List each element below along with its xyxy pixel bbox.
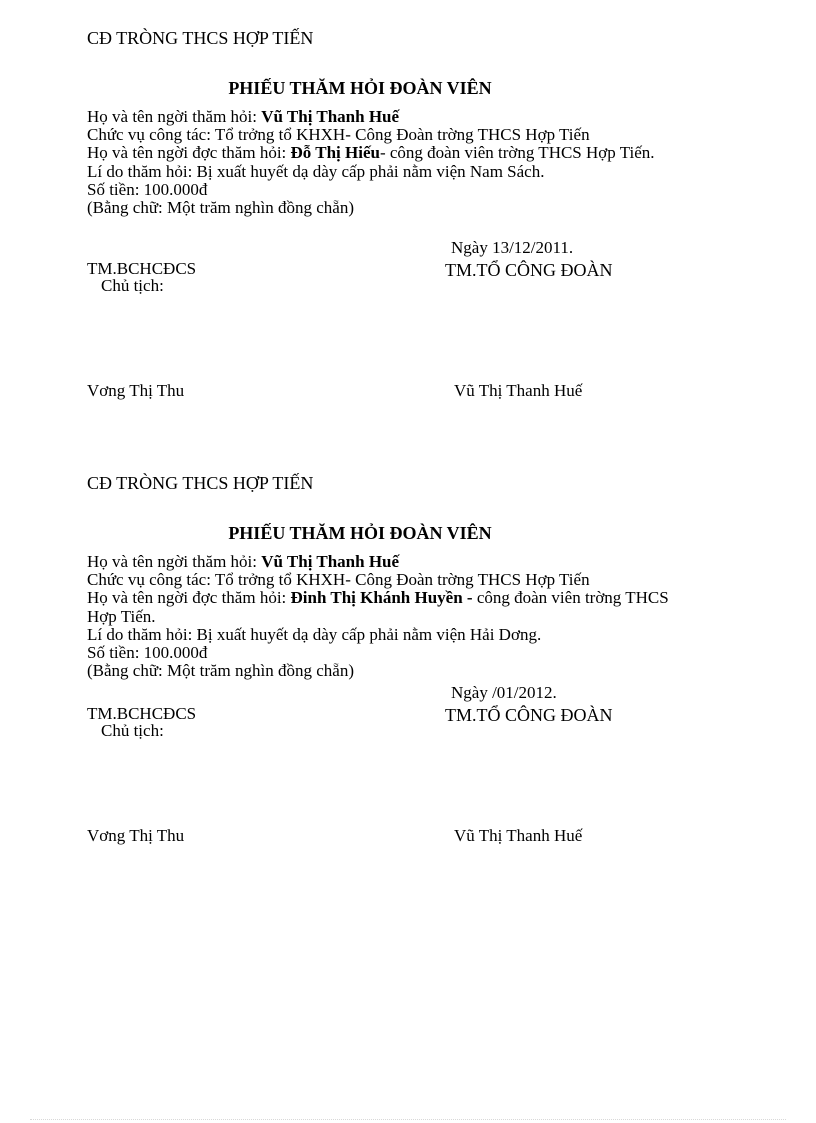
left-signer-name: Vơng Thị Thu [87, 381, 185, 400]
visited-line [87, 144, 697, 162]
form-body [87, 108, 697, 217]
right-signer-name: Vũ Thị Thanh Huế [454, 381, 583, 400]
page-bottom-divider [30, 1119, 786, 1120]
left-org: TM.BCHCĐCS [87, 259, 197, 278]
left-signer-name: Vơng Thị Thu [87, 826, 185, 845]
organization-header: CĐ TRÒNG THCS HỢP TIẾN [87, 28, 314, 48]
position-line: Chức vụ công tác: Tổ trởng tổ KHXH- Công Đoàn trờng THCS Hợp Tiến [87, 570, 590, 590]
visited-suffix: - công đoàn viên trờng THCS Hợp Tiến. [379, 143, 655, 163]
visitor-label: Họ và tên ngời thăm hỏi: [87, 107, 262, 126]
position-line: Chức vụ công tác: Tổ trởng tổ KHXH- Công Đoàn trờng THCS Hợp Tiến [87, 125, 590, 145]
amount-line: Số tiền: 100.000đ [87, 179, 208, 199]
visited-label: Họ và tên ngời đợc thăm hỏi: [87, 143, 291, 163]
form-title: PHIẾU THĂM HỎI ĐOÀN VIÊN [228, 523, 492, 543]
organization-header: CĐ TRÒNG THCS HỢP TIẾN [87, 473, 314, 493]
visitor-line [87, 108, 697, 126]
visitor-line [87, 553, 697, 571]
right-org: TM.TỔ CÔNG ĐOÀN [445, 260, 613, 280]
amount-words-line: (Bằng chữ: Một trăm nghìn đồng chẵn) [87, 661, 354, 681]
visited-name: Đỗ Thị Hiếu [290, 143, 380, 163]
right-signer-name: Vũ Thị Thanh Huế [454, 826, 583, 845]
visitor-label: Họ và tên ngời thăm hỏi: [87, 552, 262, 571]
visitor-name: Vũ Thị Thanh Huế [261, 552, 400, 571]
left-role: Chủ tịch: [101, 276, 164, 295]
form-body [87, 553, 697, 680]
right-org: TM.TỔ CÔNG ĐOÀN [445, 705, 613, 725]
amount-words-line: (Bằng chữ: Một trăm nghìn đồng chẵn) [87, 198, 354, 218]
amount-line: Số tiền: 100.000đ [87, 643, 208, 663]
left-signature-block [87, 705, 196, 739]
left-signature-block [87, 260, 196, 294]
visited-suffix: công đoàn viên trờng THCS Hợp Tiến. [87, 588, 669, 626]
reason-line: Lí do thăm hỏi: Bị xuất huyết dạ dày cấp phải nằm viện Hải Dơng. [87, 624, 542, 644]
visited-label: Họ và tên ngời đợc thăm hỏi: [87, 588, 291, 608]
visitor-name: Vũ Thị Thanh Huế [261, 107, 400, 126]
date-line: Ngày /01/2012. [451, 683, 557, 702]
visited-name: Đinh Thị Khánh Huyền - [290, 588, 473, 608]
reason-line: Lí do thăm hỏi: Bị xuất huyết dạ dày cấp phải nằm viện Nam Sách. [87, 161, 545, 181]
date-line: Ngày 13/12/2011. [451, 238, 574, 257]
left-org: TM.BCHCĐCS [87, 704, 197, 723]
left-role: Chủ tịch: [101, 721, 164, 740]
visited-line [87, 589, 697, 625]
form-title: PHIẾU THĂM HỎI ĐOÀN VIÊN [228, 78, 492, 98]
